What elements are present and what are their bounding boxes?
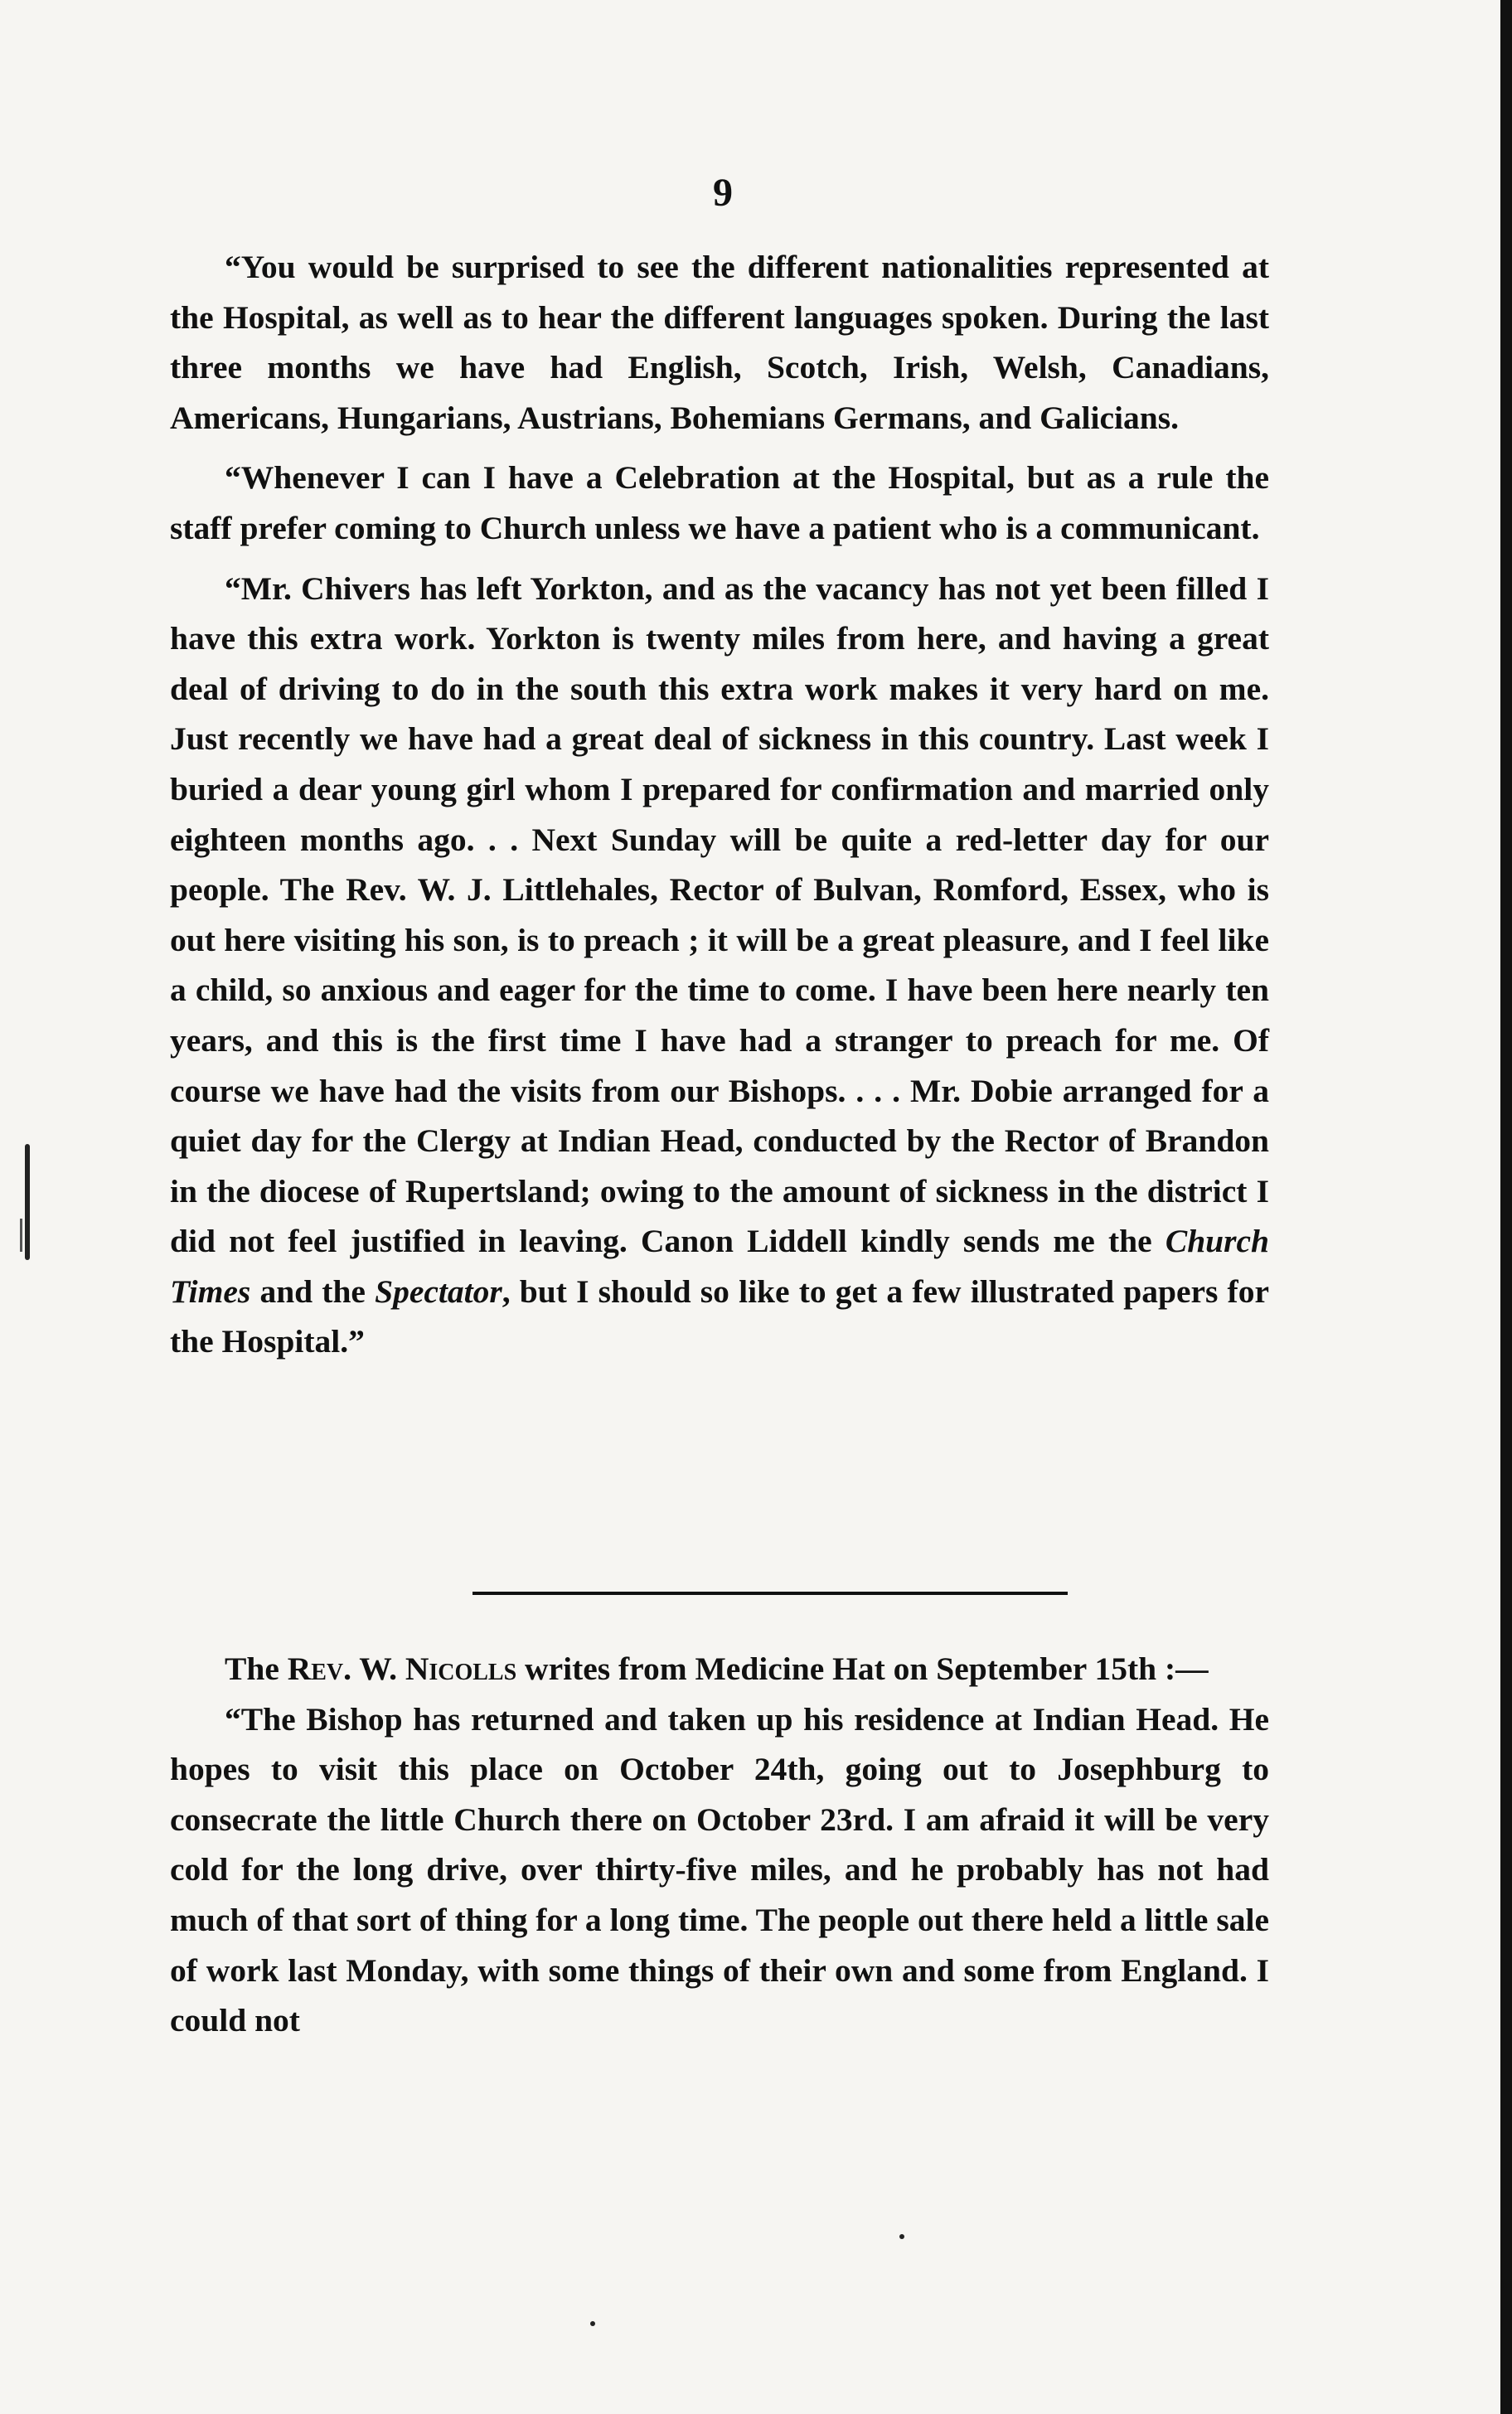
letter-excerpt-1 bbox=[170, 242, 1269, 1367]
paragraph-nicolls-intro bbox=[170, 1644, 1269, 1694]
paragraph-chivers bbox=[170, 564, 1269, 1368]
paragraph-bishop: “The Bishop has returned and taken up his residence at Indian Head. He hopes to visit this place on October 24th, going out to Josephburg to consecrate the little Church there on October 23rd. I am afraid it will be very cold for the long drive, over thirty-five miles, and he probably has not had much of that sort of thing for a long time. The people out there held a little sale of work last Monday, with some things of their own and some from England. I could not bbox=[170, 1700, 1269, 2039]
speck bbox=[899, 2234, 904, 2239]
gutter-mark bbox=[25, 1144, 30, 1260]
paragraph-chivers-text: “Mr. Chivers has left Yorkton, and as the vacancy has not yet been filled I have this extra work. Yorkton is twenty miles from here, and having a great deal of driving to do in the south this extra work makes it very hard on me. Just recently we have had a great deal of sickness in this country. Last week I buried a dear young girl whom I prepared for confirmation and married only eighteen months ago. . . Next Sunday will be quite a red-letter day for our people. The Rev. W. J. Littlehales, Rector of Bulvan, Romford, Essex, who is out here visiting his son, is to preach ; it will be a great pleasure, and I feel like a child, so anxious and eager for the time to come. I have been here nearly ten years, and this is the first time I have had a stranger to preach for me. Of course we have had the visits from our Bishops. . . . Mr. Dobie arranged for a quiet day for the Clergy at Indian Head, conducted by the Rector of Brandon in the diocese of Rupertsland; owing to the amount of sickness in the district I did not feel justified in leaving. Canon Liddell kindly sends me the bbox=[170, 570, 1269, 1260]
paragraph-chivers-end: , but I should so like to get a few illustrated papers for the Hospital.” bbox=[170, 1272, 1269, 1360]
section-divider bbox=[472, 1592, 1068, 1595]
intro-rest: writes from Medicine Hat on September 15th :— bbox=[516, 1651, 1209, 1687]
church-times-title: Church Times bbox=[170, 1223, 1269, 1310]
paragraph-nationalities: “You would be surprised to see the different nationalities represented at the Hospital, as well as to hear the different languages spoken. During the last three months we have had English, Scotch, Irish, Welsh, Canadians, Americans, Hungarians, Austrians, Bohemians Germans, and Galicians. bbox=[170, 249, 1269, 436]
paragraph-celebration: “Whenever I can I have a Celebration at the Hospital, but as a rule the staff prefer coming to Church unless we have a patient who is a communicant. bbox=[170, 459, 1269, 546]
letter-excerpt-2 bbox=[170, 1644, 1269, 2046]
spectator-title: Spectator bbox=[375, 1272, 502, 1310]
paragraph-chivers-and: and the bbox=[250, 1272, 376, 1310]
page-number: 9 bbox=[713, 171, 733, 215]
intro-the: The bbox=[225, 1651, 288, 1687]
gutter-mark-small bbox=[20, 1219, 22, 1252]
author-name: Rev. W. Nicolls bbox=[287, 1651, 517, 1687]
speck bbox=[590, 2321, 595, 2326]
scan-edge bbox=[1500, 0, 1512, 2414]
